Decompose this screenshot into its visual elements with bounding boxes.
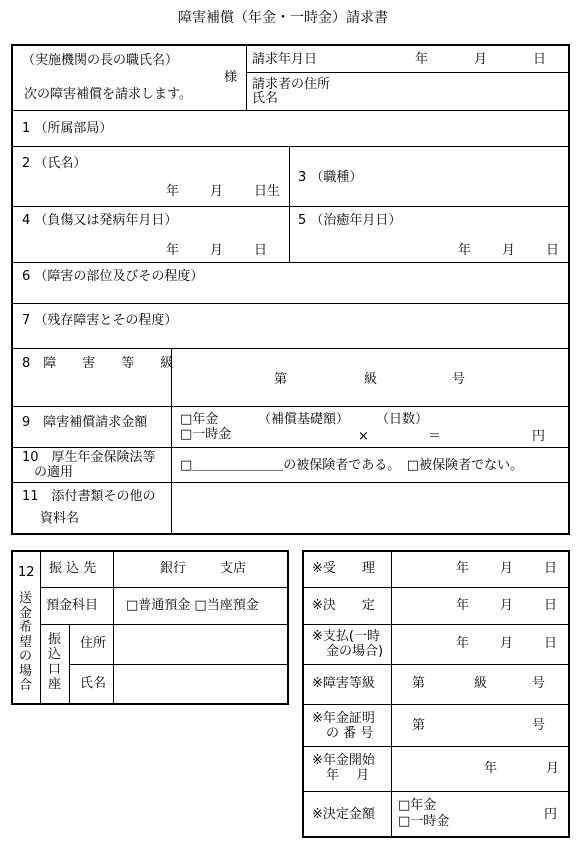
row-divider [12, 262, 569, 263]
office-col [391, 551, 392, 837]
sama-label: 様 [224, 70, 238, 85]
dept-label: 1 （所属部局） [22, 121, 113, 136]
pension-label: 10 厚生年金保険法等 [22, 450, 156, 465]
decided-label: ※決 定 [312, 598, 375, 613]
name-field-label: 2 （氏名） [22, 156, 87, 171]
birth-month: 月 [210, 184, 224, 199]
ichijikin-checkbox[interactable]: □一時金 [180, 427, 232, 442]
office-grade-go: 号 [532, 676, 546, 691]
grade-go: 号 [452, 372, 466, 387]
cert-dai: 第 [412, 718, 426, 733]
office-nenkin-checkbox[interactable]: □年金 [398, 798, 437, 813]
paid-month: 月 [500, 636, 514, 651]
office-row [303, 587, 569, 588]
remit-name-label: 氏名 [80, 676, 107, 691]
injury-year: 年 [166, 243, 180, 258]
remit-row [41, 624, 288, 625]
remit-row [41, 587, 288, 588]
col-divider [246, 45, 247, 110]
row-divider [12, 348, 569, 349]
decided-month: 月 [500, 598, 514, 613]
cert-label-2: の 番 号 [326, 726, 374, 741]
received-label: ※受 理 [312, 561, 375, 576]
office-row [303, 664, 569, 665]
cert-go: 号 [532, 718, 546, 733]
request-text: 次の障害補償を請求します。 [24, 87, 192, 102]
grade-kyu: 級 [364, 372, 378, 387]
remit-number: 12 [18, 565, 35, 580]
month-label: 月 [474, 52, 488, 67]
paid-label: ※支払(一時 [312, 629, 380, 644]
received-day: 日 [544, 561, 558, 576]
col-divider [289, 146, 290, 262]
amount-label: 9 障害補償請求金額 [22, 415, 148, 430]
row-divider [12, 447, 569, 448]
bank-label: 銀行 [160, 561, 187, 576]
day-label: 日 [533, 52, 547, 67]
part-label: 6 （障害の部位及びその程度） [22, 269, 204, 284]
birth-day: 日生 [254, 184, 281, 199]
row-divider [12, 206, 569, 207]
injury-date-label: 4 （負傷又は発病年月日） [22, 213, 178, 228]
cure-date-label: 5 （治癒年月日） [298, 213, 402, 228]
col-divider [171, 348, 172, 534]
account-vertical-label: 振 込 口 座 [48, 632, 62, 692]
decided-amount-label: ※決定金額 [312, 807, 375, 822]
decided-year: 年 [456, 598, 470, 613]
paid-year: 年 [456, 636, 470, 651]
office-grade-label: ※障害等級 [312, 676, 375, 691]
row-divider [12, 146, 569, 147]
row-divider [12, 110, 569, 111]
start-month: 月 [546, 761, 560, 776]
pension-label-2: の適用 [34, 465, 74, 480]
office-grade-dai: 第 [412, 676, 426, 691]
days-label: （日数） [376, 412, 429, 427]
paid-label-2: 金の場合) [326, 644, 384, 659]
header-divider [246, 72, 569, 73]
remit-address-label: 住所 [80, 636, 107, 651]
row-divider [12, 303, 569, 304]
base-amount-label: （補償基礎額） [258, 412, 350, 427]
office-box [302, 550, 570, 838]
account-type-options[interactable]: □普通預金 □当座預金 [126, 598, 259, 613]
office-ichijikin-checkbox[interactable]: □一時金 [398, 814, 450, 829]
office-row [303, 624, 569, 625]
branch-label: 支店 [220, 561, 247, 576]
cert-label: ※年金証明 [312, 711, 375, 726]
row-divider [12, 406, 569, 407]
grade-dai: 第 [274, 372, 288, 387]
job-label: 3 （職種） [298, 170, 363, 185]
form-title: 障害補償（年金・一時金）請求書 [178, 10, 388, 26]
row-divider [12, 482, 569, 483]
remit-vertical-label: 送 金 希 望 の 場 合 [19, 591, 33, 693]
times-sign: × [358, 429, 369, 444]
grade-label: 8 障 害 等 級 [22, 356, 174, 371]
paid-day: 日 [544, 636, 558, 651]
dest-label: 振 込 先 [49, 561, 97, 576]
cure-year: 年 [458, 243, 472, 258]
remit-row [70, 664, 288, 665]
office-grade-kyu: 級 [474, 676, 488, 691]
injury-month: 月 [210, 243, 224, 258]
birth-year: 年 [166, 184, 180, 199]
remit-col [113, 551, 114, 704]
received-month: 月 [500, 561, 514, 576]
office-row [303, 704, 569, 705]
start-label-2: 年 月 [326, 768, 370, 783]
residual-label: 7 （残存障害とその程度） [22, 313, 178, 328]
office-row [303, 791, 569, 792]
account-type-label: 預金科目 [46, 598, 99, 613]
remit-col [40, 551, 41, 704]
equals-sign: ＝ [428, 429, 442, 444]
pension-options[interactable]: □＿＿＿＿＿＿＿の被保険者である。 □被保険者でない。 [180, 458, 524, 473]
address-label: 請求者の住所 [252, 77, 331, 92]
cure-day: 日 [546, 243, 560, 258]
name-label: 氏名 [252, 91, 279, 106]
cure-month: 月 [502, 243, 516, 258]
office-yen-label: 円 [544, 807, 558, 822]
attach-label-2: 資料名 [40, 511, 80, 526]
request-date-label: 請求年月日 [252, 52, 318, 67]
year-label: 年 [415, 52, 429, 67]
injury-day: 日 [254, 243, 268, 258]
office-row [303, 746, 569, 747]
start-year: 年 [484, 761, 498, 776]
received-year: 年 [456, 561, 470, 576]
addressee-label: （実施機関の長の職氏名） [22, 53, 179, 68]
start-label: ※年金開始 [312, 753, 375, 768]
nenkin-checkbox[interactable]: □年金 [180, 412, 219, 427]
yen-label: 円 [532, 429, 546, 444]
decided-day: 日 [544, 598, 558, 613]
attach-label: 11 添付書類その他の [22, 489, 156, 504]
